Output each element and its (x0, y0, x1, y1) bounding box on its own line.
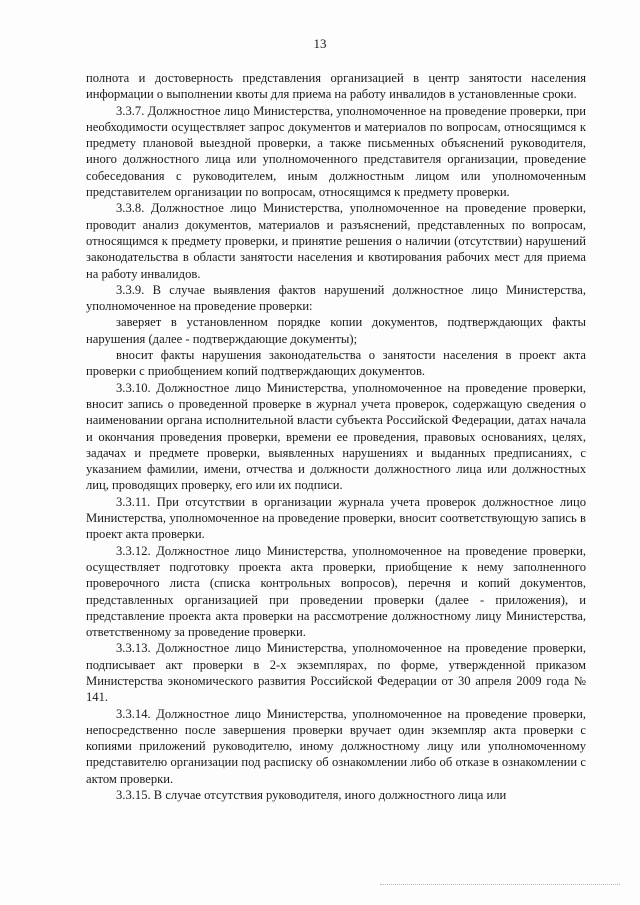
paragraph-3-3-14: 3.3.14. Должностное лицо Министерства, уполномоченное на проведение проверки, непосредственно после завершения проверки вручает один экземпляр акта проверки с копиями приложений руководителю, иному должностному лицу или уполномоченному представителю организации под расписку об ознакомлении либо об отказе в ознакомлении с актом проверки. (86, 706, 586, 786)
scan-edge-divider (380, 884, 620, 885)
paragraph-3-3-9-item-1: заверяет в установленном порядке копии документов, подтверждающих факты нарушения (далее - подтверждающие документы); (86, 315, 586, 346)
paragraph-3-3-13: 3.3.13. Должностное лицо Министерства, уполномоченное на проведение проверки, подписывает акт проверки в 2-х экземплярах, по форме, утвержденной приказом Министерства экономического развития Российской Федерации от 30 апреля 2009 года № 141. (86, 641, 586, 705)
document-body (86, 70, 586, 803)
paragraph-3-3-9-item-2: вносит факты нарушения законодательства о занятости населения в проект акта проверки с приобщением копий подтверждающих документов. (86, 348, 586, 379)
paragraph-3-3-10: 3.3.10. Должностное лицо Министерства, уполномоченное на проведение проверки, вносит запись о проведенной проверке в журнал учета проверок, содержащую сведения о наименовании органа исполнительной власти субъекта Российской Федерации, датах начала и окончания проведения проверки, времени ее проведения, правовых основаниях, целях, задачах и предмете проверки, выявленных нарушениях и выданных предписаниях, с указанием фамилии, имени, отчества и должности должностного лица или должностных лиц, проводящих проверку, его или их подписи. (86, 380, 586, 493)
paragraph-3-3-7: 3.3.7. Должностное лицо Министерства, уполномоченное на проведение проверки, при необходимости осуществляет запрос документов и материалов по вопросам, относящимся к предмету плановой выездной проверки, а также письменных объяснений руководителя, иного должностного лица или уполномоченного представителя организации, проведение собеседования с руководителем, иным должностным лицом или уполномоченным представителем организации по вопросам, относящимся к предмету проверки. (86, 103, 586, 200)
paragraph-continuation: полнота и достоверность представления организацией в центр занятости населения информации о выполнении квоты для приема на работу инвалидов в установленные сроки. (86, 71, 586, 102)
paragraph-3-3-11: 3.3.11. При отсутствии в организации журнала учета проверок должностное лицо Министерства, уполномоченное на проведение проверки, вносит соответствующую запись в проект акта проверки. (86, 494, 586, 542)
paragraph-3-3-8: 3.3.8. Должностное лицо Министерства, уполномоченное на проведение проверки, проводит анализ документов, материалов и разъяснений, представленных по вопросам, относящимся к предмету проверки, и принятие решения о наличии (отсутствии) нарушений законодательства в области занятости населения и квотирования рабочих мест для приема на работу инвалидов. (86, 201, 586, 281)
paragraph-3-3-9: 3.3.9. В случае выявления фактов нарушений должностное лицо Министерства, уполномоченное на проведение проверки: (86, 282, 586, 314)
paragraph-3-3-12: 3.3.12. Должностное лицо Министерства, уполномоченное на проведение проверки, осуществляет подготовку проекта акта проверки, приобщение к нему заполненного проверочного листа (списка контрольных вопросов), перечня и копий документов, представленных организацией при проведении проверки (далее - приложения), и представление проекта акта проверки на рассмотрение должностному лицу Министерства, ответственному за проведение проверки. (86, 543, 586, 640)
paragraph-3-3-15: 3.3.15. В случае отсутствия руководителя, иного должностного лица или (116, 788, 507, 803)
page-number: 13 (313, 36, 327, 51)
